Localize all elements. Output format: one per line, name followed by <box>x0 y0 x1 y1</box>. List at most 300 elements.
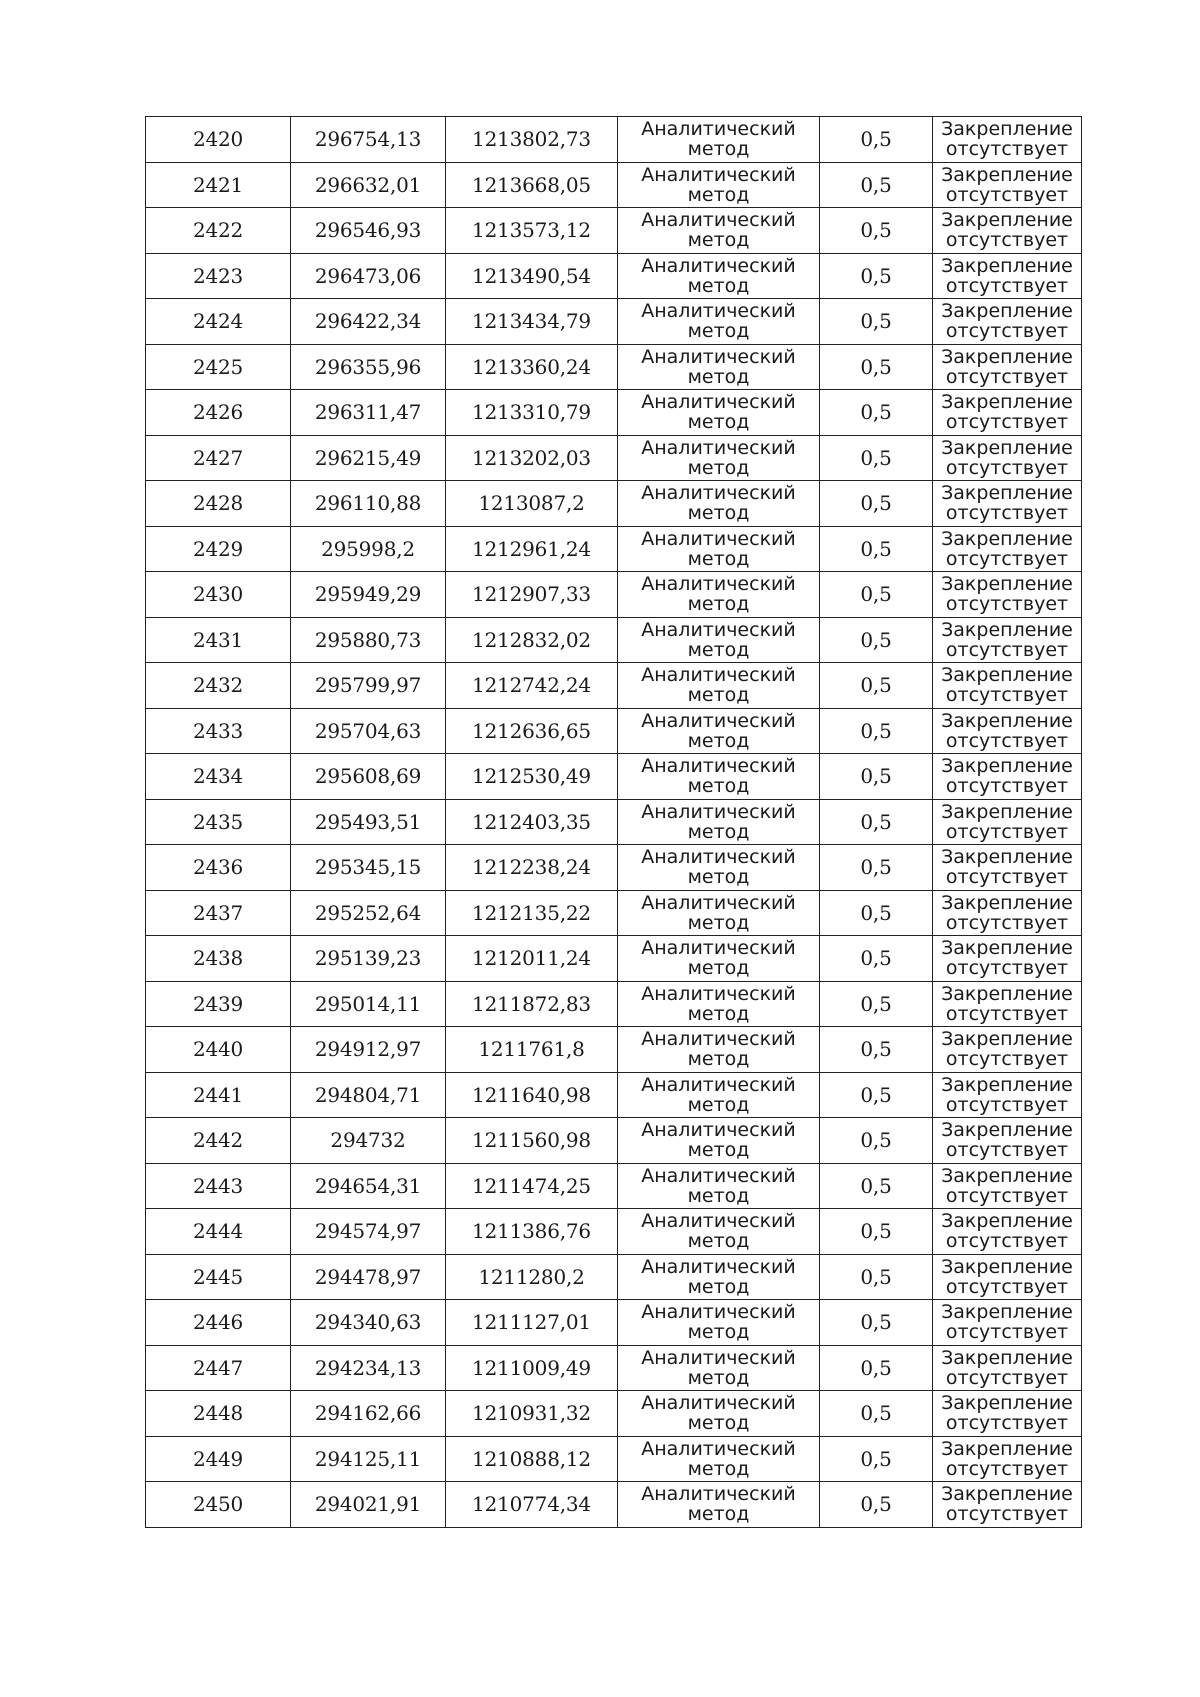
point-number-cell: 2448 <box>146 1391 291 1437</box>
fixing-cell <box>933 799 1082 845</box>
table-row <box>146 390 1082 436</box>
x-coordinate-cell: 294912,97 <box>291 1027 446 1073</box>
fixing-line-2: отсутствует <box>945 1275 1069 1298</box>
method-line-1: Аналитический <box>641 300 796 323</box>
fixing-line-1: Закрепление <box>941 1255 1073 1278</box>
fixing-line-1: Закрепление <box>941 846 1073 869</box>
fixing-line-2: отсутствует <box>945 820 1069 843</box>
table-row <box>146 435 1082 481</box>
method-cell <box>618 754 820 800</box>
fixing-line-2: отсутствует <box>945 1412 1069 1435</box>
point-number-cell: 2423 <box>146 253 291 299</box>
y-coordinate-cell: 1213202,03 <box>446 435 618 481</box>
table-row <box>146 708 1082 754</box>
y-coordinate-cell: 1211009,49 <box>446 1345 618 1391</box>
x-coordinate-cell: 296215,49 <box>291 435 446 481</box>
method-cell <box>618 572 820 618</box>
point-number-cell: 2431 <box>146 617 291 663</box>
method-cell <box>618 253 820 299</box>
table-body <box>146 117 1082 1528</box>
error-cell: 0,5 <box>820 845 933 891</box>
error-cell: 0,5 <box>820 663 933 709</box>
point-number-cell: 2432 <box>146 663 291 709</box>
fixing-line-2: отсутствует <box>945 911 1069 934</box>
fixing-line-2: отсутствует <box>945 729 1069 752</box>
y-coordinate-cell: 1210888,12 <box>446 1436 618 1482</box>
fixing-line-1: Закрепление <box>941 1119 1073 1142</box>
fixing-line-2: отсутствует <box>945 411 1069 434</box>
point-number-cell: 2446 <box>146 1300 291 1346</box>
fixing-cell <box>933 526 1082 572</box>
method-cell <box>618 1436 820 1482</box>
fixing-line-1: Закрепление <box>941 1392 1073 1415</box>
fixing-cell <box>933 936 1082 982</box>
fixing-line-1: Закрепление <box>941 891 1073 914</box>
method-cell <box>618 890 820 936</box>
y-coordinate-cell: 1211560,98 <box>446 1118 618 1164</box>
table-row <box>146 1345 1082 1391</box>
x-coordinate-cell: 295493,51 <box>291 799 446 845</box>
y-coordinate-cell: 1212238,24 <box>446 845 618 891</box>
method-cell <box>618 435 820 481</box>
method-line-1: Аналитический <box>641 118 796 141</box>
method-line-2: метод <box>687 365 750 388</box>
y-coordinate-cell: 1211280,2 <box>446 1254 618 1300</box>
method-cell <box>618 1254 820 1300</box>
table-row <box>146 890 1082 936</box>
table-row <box>146 1163 1082 1209</box>
fixing-cell <box>933 390 1082 436</box>
error-cell: 0,5 <box>820 799 933 845</box>
fixing-cell <box>933 708 1082 754</box>
fixing-cell <box>933 1391 1082 1437</box>
table-row <box>146 253 1082 299</box>
fixing-line-2: отсутствует <box>945 365 1069 388</box>
fixing-cell <box>933 572 1082 618</box>
table-row <box>146 117 1082 163</box>
fixing-cell <box>933 1209 1082 1255</box>
method-line-1: Аналитический <box>641 1073 796 1096</box>
x-coordinate-cell: 294574,97 <box>291 1209 446 1255</box>
error-cell: 0,5 <box>820 1027 933 1073</box>
x-coordinate-cell: 295880,73 <box>291 617 446 663</box>
fixing-line-1: Закрепление <box>941 1073 1073 1096</box>
method-cell <box>618 299 820 345</box>
fixing-cell <box>933 208 1082 254</box>
method-line-2: метод <box>687 229 750 252</box>
x-coordinate-cell: 295949,29 <box>291 572 446 618</box>
fixing-cell <box>933 1482 1082 1528</box>
table-row <box>146 344 1082 390</box>
x-coordinate-cell: 296311,47 <box>291 390 446 436</box>
method-line-1: Аналитический <box>641 1392 796 1415</box>
point-number-cell: 2436 <box>146 845 291 891</box>
y-coordinate-cell: 1212742,24 <box>446 663 618 709</box>
method-line-1: Аналитический <box>641 1210 796 1233</box>
y-coordinate-cell: 1212961,24 <box>446 526 618 572</box>
error-cell: 0,5 <box>820 435 933 481</box>
method-cell <box>618 390 820 436</box>
fixing-line-1: Закрепление <box>941 1437 1073 1460</box>
point-number-cell: 2422 <box>146 208 291 254</box>
method-line-2: метод <box>687 1048 750 1071</box>
x-coordinate-cell: 294478,97 <box>291 1254 446 1300</box>
fixing-line-1: Закрепление <box>941 618 1073 641</box>
fixing-line-1: Закрепление <box>941 436 1073 459</box>
error-cell: 0,5 <box>820 1209 933 1255</box>
y-coordinate-cell: 1212907,33 <box>446 572 618 618</box>
fixing-cell <box>933 117 1082 163</box>
y-coordinate-cell: 1213434,79 <box>446 299 618 345</box>
method-line-2: метод <box>687 502 750 525</box>
fixing-line-2: отсутствует <box>945 547 1069 570</box>
point-number-cell: 2430 <box>146 572 291 618</box>
point-number-cell: 2437 <box>146 890 291 936</box>
fixing-line-2: отсутствует <box>945 1002 1069 1025</box>
fixing-line-1: Закрепление <box>941 1301 1073 1324</box>
method-line-2: метод <box>687 1230 750 1253</box>
fixing-line-1: Закрепление <box>941 573 1073 596</box>
point-number-cell: 2440 <box>146 1027 291 1073</box>
coordinates-table <box>145 116 1082 1528</box>
fixing-cell <box>933 435 1082 481</box>
table-row <box>146 936 1082 982</box>
error-cell: 0,5 <box>820 1482 933 1528</box>
point-number-cell: 2425 <box>146 344 291 390</box>
fixing-cell <box>933 481 1082 527</box>
method-line-1: Аналитический <box>641 1119 796 1142</box>
error-cell: 0,5 <box>820 253 933 299</box>
table-row <box>146 208 1082 254</box>
fixing-cell <box>933 1254 1082 1300</box>
fixing-line-1: Закрепление <box>941 1483 1073 1506</box>
method-line-1: Аналитический <box>641 618 796 641</box>
method-line-1: Аналитический <box>641 937 796 960</box>
method-line-1: Аналитический <box>641 800 796 823</box>
method-line-2: метод <box>687 320 750 343</box>
method-line-1: Аналитический <box>641 573 796 596</box>
method-line-1: Аналитический <box>641 709 796 732</box>
point-number-cell: 2429 <box>146 526 291 572</box>
error-cell: 0,5 <box>820 754 933 800</box>
method-line-1: Аналитический <box>641 391 796 414</box>
method-line-1: Аналитический <box>641 1164 796 1187</box>
x-coordinate-cell: 296754,13 <box>291 117 446 163</box>
error-cell: 0,5 <box>820 481 933 527</box>
point-number-cell: 2427 <box>146 435 291 481</box>
fixing-cell <box>933 344 1082 390</box>
point-number-cell: 2433 <box>146 708 291 754</box>
method-line-1: Аналитический <box>641 254 796 277</box>
method-cell <box>618 1209 820 1255</box>
method-cell <box>618 117 820 163</box>
x-coordinate-cell: 295608,69 <box>291 754 446 800</box>
method-line-2: метод <box>687 456 750 479</box>
point-number-cell: 2424 <box>146 299 291 345</box>
y-coordinate-cell: 1213573,12 <box>446 208 618 254</box>
y-coordinate-cell: 1212530,49 <box>446 754 618 800</box>
fixing-line-2: отсутствует <box>945 684 1069 707</box>
fixing-line-1: Закрепление <box>941 391 1073 414</box>
error-cell: 0,5 <box>820 708 933 754</box>
x-coordinate-cell: 294234,13 <box>291 1345 446 1391</box>
method-cell <box>618 663 820 709</box>
y-coordinate-cell: 1213087,2 <box>446 481 618 527</box>
point-number-cell: 2444 <box>146 1209 291 1255</box>
method-cell <box>618 799 820 845</box>
error-cell: 0,5 <box>820 1118 933 1164</box>
table-row <box>146 754 1082 800</box>
method-line-2: метод <box>687 1184 750 1207</box>
error-cell: 0,5 <box>820 890 933 936</box>
error-cell: 0,5 <box>820 390 933 436</box>
table-row <box>146 1300 1082 1346</box>
x-coordinate-cell: 295799,97 <box>291 663 446 709</box>
method-line-2: метод <box>687 1321 750 1344</box>
method-cell <box>618 344 820 390</box>
error-cell: 0,5 <box>820 1345 933 1391</box>
x-coordinate-cell: 294804,71 <box>291 1072 446 1118</box>
x-coordinate-cell: 295345,15 <box>291 845 446 891</box>
error-cell: 0,5 <box>820 1391 933 1437</box>
method-line-1: Аналитический <box>641 163 796 186</box>
fixing-line-2: отсутствует <box>945 1048 1069 1071</box>
y-coordinate-cell: 1213668,05 <box>446 162 618 208</box>
point-number-cell: 2439 <box>146 981 291 1027</box>
fixing-line-1: Закрепление <box>941 118 1073 141</box>
y-coordinate-cell: 1212403,35 <box>446 799 618 845</box>
table-row <box>146 526 1082 572</box>
error-cell: 0,5 <box>820 208 933 254</box>
table-row <box>146 1118 1082 1164</box>
table-row <box>146 1391 1082 1437</box>
method-line-2: метод <box>687 1366 750 1389</box>
point-number-cell: 2450 <box>146 1482 291 1528</box>
method-line-2: метод <box>687 866 750 889</box>
table-row <box>146 1254 1082 1300</box>
x-coordinate-cell: 294125,11 <box>291 1436 446 1482</box>
method-line-1: Аналитический <box>641 664 796 687</box>
method-line-2: метод <box>687 1275 750 1298</box>
fixing-line-1: Закрепление <box>941 800 1073 823</box>
method-line-1: Аналитический <box>641 891 796 914</box>
method-cell <box>618 936 820 982</box>
y-coordinate-cell: 1211761,8 <box>446 1027 618 1073</box>
table-row <box>146 299 1082 345</box>
fixing-line-1: Закрепление <box>941 209 1073 232</box>
method-line-2: метод <box>687 274 750 297</box>
x-coordinate-cell: 295139,23 <box>291 936 446 982</box>
method-line-2: метод <box>687 593 750 616</box>
fixing-cell <box>933 1072 1082 1118</box>
method-cell <box>618 208 820 254</box>
method-line-1: Аналитический <box>641 345 796 368</box>
fixing-line-1: Закрепление <box>941 937 1073 960</box>
method-cell <box>618 845 820 891</box>
fixing-line-2: отсутствует <box>945 1139 1069 1162</box>
method-line-1: Аналитический <box>641 482 796 505</box>
method-cell <box>618 526 820 572</box>
method-line-1: Аналитический <box>641 1346 796 1369</box>
fixing-line-1: Закрепление <box>941 1346 1073 1369</box>
table-row <box>146 481 1082 527</box>
y-coordinate-cell: 1213802,73 <box>446 117 618 163</box>
method-line-2: метод <box>687 684 750 707</box>
method-line-2: метод <box>687 183 750 206</box>
error-cell: 0,5 <box>820 936 933 982</box>
fixing-line-2: отсутствует <box>945 866 1069 889</box>
point-number-cell: 2435 <box>146 799 291 845</box>
method-line-1: Аналитический <box>641 755 796 778</box>
y-coordinate-cell: 1213310,79 <box>446 390 618 436</box>
table-row <box>146 1482 1082 1528</box>
method-line-1: Аналитический <box>641 846 796 869</box>
error-cell: 0,5 <box>820 1254 933 1300</box>
method-cell <box>618 162 820 208</box>
table-row <box>146 1209 1082 1255</box>
method-line-2: метод <box>687 138 750 161</box>
fixing-line-2: отсутствует <box>945 274 1069 297</box>
fixing-cell <box>933 663 1082 709</box>
fixing-cell <box>933 1300 1082 1346</box>
fixing-cell <box>933 1163 1082 1209</box>
x-coordinate-cell: 296422,34 <box>291 299 446 345</box>
fixing-line-2: отсутствует <box>945 138 1069 161</box>
table-row <box>146 663 1082 709</box>
point-number-cell: 2420 <box>146 117 291 163</box>
x-coordinate-cell: 295014,11 <box>291 981 446 1027</box>
y-coordinate-cell: 1212636,65 <box>446 708 618 754</box>
y-coordinate-cell: 1210931,32 <box>446 1391 618 1437</box>
error-cell: 0,5 <box>820 526 933 572</box>
error-cell: 0,5 <box>820 1300 933 1346</box>
fixing-line-2: отсутствует <box>945 502 1069 525</box>
error-cell: 0,5 <box>820 1163 933 1209</box>
method-line-1: Аналитический <box>641 436 796 459</box>
method-line-1: Аналитический <box>641 1255 796 1278</box>
fixing-line-1: Закрепление <box>941 482 1073 505</box>
fixing-line-2: отсутствует <box>945 1321 1069 1344</box>
method-cell <box>618 1300 820 1346</box>
y-coordinate-cell: 1213360,24 <box>446 344 618 390</box>
x-coordinate-cell: 296355,96 <box>291 344 446 390</box>
point-number-cell: 2428 <box>146 481 291 527</box>
fixing-line-2: отсутствует <box>945 593 1069 616</box>
point-number-cell: 2449 <box>146 1436 291 1482</box>
method-line-1: Аналитический <box>641 527 796 550</box>
fixing-line-1: Закрепление <box>941 982 1073 1005</box>
fixing-cell <box>933 981 1082 1027</box>
x-coordinate-cell: 296546,93 <box>291 208 446 254</box>
y-coordinate-cell: 1213490,54 <box>446 253 618 299</box>
point-number-cell: 2445 <box>146 1254 291 1300</box>
fixing-line-1: Закрепление <box>941 1164 1073 1187</box>
fixing-cell <box>933 299 1082 345</box>
method-line-2: метод <box>687 1139 750 1162</box>
method-cell <box>618 617 820 663</box>
method-line-1: Аналитический <box>641 209 796 232</box>
fixing-cell <box>933 1436 1082 1482</box>
point-number-cell: 2438 <box>146 936 291 982</box>
fixing-cell <box>933 1027 1082 1073</box>
error-cell: 0,5 <box>820 299 933 345</box>
fixing-line-2: отсутствует <box>945 1503 1069 1526</box>
fixing-cell <box>933 845 1082 891</box>
table-row <box>146 1436 1082 1482</box>
error-cell: 0,5 <box>820 162 933 208</box>
fixing-line-2: отсутствует <box>945 456 1069 479</box>
method-line-2: метод <box>687 775 750 798</box>
fixing-line-2: отсутствует <box>945 775 1069 798</box>
method-cell <box>618 1072 820 1118</box>
table-row <box>146 617 1082 663</box>
error-cell: 0,5 <box>820 981 933 1027</box>
fixing-line-2: отсутствует <box>945 1457 1069 1480</box>
fixing-cell <box>933 890 1082 936</box>
x-coordinate-cell: 295704,63 <box>291 708 446 754</box>
method-line-2: метод <box>687 547 750 570</box>
error-cell: 0,5 <box>820 1072 933 1118</box>
fixing-line-1: Закрепление <box>941 709 1073 732</box>
y-coordinate-cell: 1212832,02 <box>446 617 618 663</box>
fixing-line-1: Закрепление <box>941 755 1073 778</box>
fixing-line-2: отсутствует <box>945 1230 1069 1253</box>
fixing-line-2: отсутствует <box>945 1093 1069 1116</box>
x-coordinate-cell: 294021,91 <box>291 1482 446 1528</box>
y-coordinate-cell: 1211127,01 <box>446 1300 618 1346</box>
y-coordinate-cell: 1211640,98 <box>446 1072 618 1118</box>
method-cell <box>618 1391 820 1437</box>
method-cell <box>618 1118 820 1164</box>
method-cell <box>618 1163 820 1209</box>
table-row <box>146 1027 1082 1073</box>
fixing-line-2: отсутствует <box>945 1366 1069 1389</box>
method-line-2: метод <box>687 729 750 752</box>
method-line-2: метод <box>687 1457 750 1480</box>
error-cell: 0,5 <box>820 344 933 390</box>
x-coordinate-cell: 295998,2 <box>291 526 446 572</box>
y-coordinate-cell: 1211386,76 <box>446 1209 618 1255</box>
point-number-cell: 2434 <box>146 754 291 800</box>
x-coordinate-cell: 295252,64 <box>291 890 446 936</box>
fixing-line-1: Закрепление <box>941 527 1073 550</box>
fixing-line-1: Закрепление <box>941 300 1073 323</box>
error-cell: 0,5 <box>820 572 933 618</box>
fixing-line-1: Закрепление <box>941 254 1073 277</box>
method-cell <box>618 981 820 1027</box>
x-coordinate-cell: 296473,06 <box>291 253 446 299</box>
table-row <box>146 845 1082 891</box>
fixing-line-2: отсутствует <box>945 320 1069 343</box>
method-cell <box>618 481 820 527</box>
method-line-1: Аналитический <box>641 1437 796 1460</box>
method-line-2: метод <box>687 1002 750 1025</box>
fixing-line-2: отсутствует <box>945 957 1069 980</box>
fixing-line-1: Закрепление <box>941 345 1073 368</box>
error-cell: 0,5 <box>820 1436 933 1482</box>
fixing-line-1: Закрепление <box>941 664 1073 687</box>
fixing-cell <box>933 1118 1082 1164</box>
fixing-cell <box>933 253 1082 299</box>
point-number-cell: 2443 <box>146 1163 291 1209</box>
method-cell <box>618 1482 820 1528</box>
table-row <box>146 1072 1082 1118</box>
x-coordinate-cell: 294654,31 <box>291 1163 446 1209</box>
method-cell <box>618 1345 820 1391</box>
method-line-2: метод <box>687 820 750 843</box>
fixing-line-2: отсутствует <box>945 183 1069 206</box>
method-line-2: метод <box>687 911 750 934</box>
